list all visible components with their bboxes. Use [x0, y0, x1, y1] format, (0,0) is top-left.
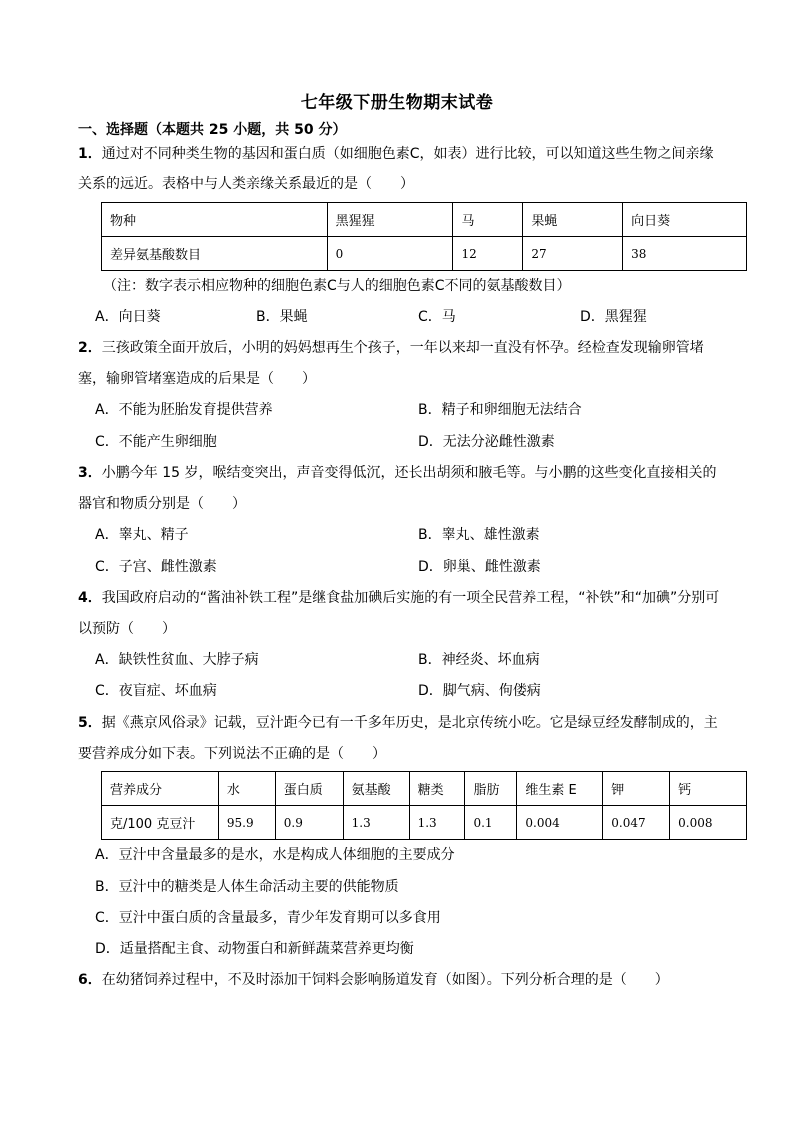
table-cell: 黑猩猩 — [327, 203, 453, 237]
question-1-line-2: 关系的远近。表格中与人类亲缘关系最近的是（ ） — [78, 176, 414, 192]
table-cell: 0 — [327, 237, 453, 271]
question-3 — [78, 463, 748, 483]
table-cell: 0.1 — [465, 806, 517, 840]
table-cell: 27 — [523, 237, 623, 271]
question-text: 在幼猪饲养过程中，不及时添加干饲料会影响肠道发育（如图）。下列分析合理的是（ ） — [101, 972, 669, 988]
question-number: 4． — [78, 590, 102, 606]
question-5-line-2: 要营养成分如下表。下列说法不正确的是（ ） — [78, 746, 386, 762]
table-note: （注：数字表示相应物种的细胞色素C与人的细胞色素C不同的氨基酸数目） — [103, 278, 571, 294]
table-cell: 果蝇 — [523, 203, 623, 237]
option-c[interactable]: C．豆汁中蛋白质的含量最多，青少年发育期可以多食用 — [95, 910, 441, 926]
question-text: 通过对不同种类生物的基因和蛋白质（如细胞色素C，如表）进行比较，可以知道这些生物之间亲缘 — [101, 146, 714, 162]
table-cell: 维生素 E — [517, 772, 603, 806]
option-b[interactable]: B．神经炎、坏血病 — [418, 652, 540, 668]
option-a[interactable]: A．豆汁中含量最多的是水，水是构成人体细胞的主要成分 — [95, 847, 455, 863]
table-cell: 水 — [218, 772, 275, 806]
table-cell: 钾 — [603, 772, 670, 806]
table-cell: 1.3 — [409, 806, 465, 840]
table-cell: 物种 — [102, 203, 328, 237]
table-cell: 38 — [623, 237, 747, 271]
option-a[interactable]: A．睾丸、精子 — [95, 527, 189, 543]
table-row — [102, 806, 747, 840]
option-a[interactable]: A．向日葵 — [95, 309, 161, 325]
question-text: 我国政府启动的“酱油补铁工程”是继食盐加碘后实施的有一项全民营养工程，“补铁”和“加碘”分别可 — [101, 590, 720, 606]
table-cell: 向日葵 — [623, 203, 747, 237]
option-d[interactable]: D．适量搭配主食、动物蛋白和新鲜蔬菜营养更均衡 — [95, 941, 414, 957]
option-d[interactable]: D．脚气病、佝偻病 — [418, 683, 541, 699]
option-c[interactable]: C．夜盲症、坏血病 — [95, 683, 217, 699]
table-cell: 蛋白质 — [275, 772, 343, 806]
table-row — [102, 237, 747, 271]
question-number: 6． — [78, 972, 102, 988]
question-5 — [78, 713, 748, 733]
question-3-line-2: 器官和物质分别是（ ） — [78, 496, 246, 512]
table-cell: 钙 — [670, 772, 747, 806]
section-heading: 一、选择题（本题共 25 小题，共 50 分） — [78, 122, 347, 138]
question-1 — [78, 144, 748, 164]
question-4-line-2: 以预防（ ） — [78, 621, 176, 637]
option-b[interactable]: B．豆汁中的糖类是人体生命活动主要的供能物质 — [95, 879, 399, 895]
option-a[interactable]: A．缺铁性贫血、大脖子病 — [95, 652, 259, 668]
option-c[interactable]: C．子宫、雌性激素 — [95, 559, 217, 575]
question-number: 1． — [78, 146, 102, 162]
table-cell: 差异氨基酸数目 — [102, 237, 328, 271]
question-4 — [78, 588, 748, 608]
species-table — [101, 202, 747, 271]
table-cell: 0.9 — [275, 806, 343, 840]
table-cell: 0.008 — [670, 806, 747, 840]
option-b[interactable]: B．果蝇 — [256, 309, 308, 325]
question-number: 2． — [78, 340, 102, 356]
table-cell: 0.004 — [517, 806, 603, 840]
table-cell: 氨基酸 — [343, 772, 409, 806]
option-a[interactable]: A．不能为胚胎发育提供营养 — [95, 402, 273, 418]
question-2 — [78, 338, 748, 358]
table-cell: 糖类 — [409, 772, 465, 806]
table-cell: 95.9 — [218, 806, 275, 840]
question-6 — [78, 970, 748, 990]
table-cell: 12 — [453, 237, 523, 271]
option-d[interactable]: D．黑猩猩 — [580, 309, 647, 325]
table-header-row — [102, 772, 747, 806]
question-number: 3． — [78, 465, 102, 481]
table-cell: 马 — [453, 203, 523, 237]
table-cell: 营养成分 — [102, 772, 219, 806]
table-cell: 0.047 — [603, 806, 670, 840]
option-d[interactable]: D．无法分泌雌性激素 — [418, 434, 555, 450]
nutrition-table — [101, 771, 747, 840]
question-text: 三孩政策全面开放后，小明的妈妈想再生个孩子，一年以来却一直没有怀孕。经检查发现输卵管堵 — [101, 340, 704, 356]
table-cell: 1.3 — [343, 806, 409, 840]
question-text: 小鹏今年 15 岁，喉结变突出，声音变得低沉，还长出胡须和腋毛等。与小鹏的这些变化直接相关的 — [101, 465, 717, 481]
table-cell: 脂肪 — [465, 772, 517, 806]
table-header-row — [102, 203, 747, 237]
option-b[interactable]: B．精子和卵细胞无法结合 — [418, 402, 582, 418]
option-c[interactable]: C．不能产生卵细胞 — [95, 434, 217, 450]
option-b[interactable]: B．睾丸、雄性激素 — [418, 527, 540, 543]
question-number: 5． — [78, 715, 102, 731]
option-d[interactable]: D．卵巢、雌性激素 — [418, 559, 541, 575]
page-title: 七年级下册生物期末试卷 — [300, 93, 494, 113]
table-cell: 克/100 克豆汁 — [102, 806, 219, 840]
question-text: 据《燕京风俗录》记载，豆汁距今已有一千多年历史，是北京传统小吃。它是绿豆经发酵制成的，主 — [101, 715, 718, 731]
question-2-line-2: 塞，输卵管堵塞造成的后果是（ ） — [78, 371, 316, 387]
option-c[interactable]: C．马 — [418, 309, 456, 325]
